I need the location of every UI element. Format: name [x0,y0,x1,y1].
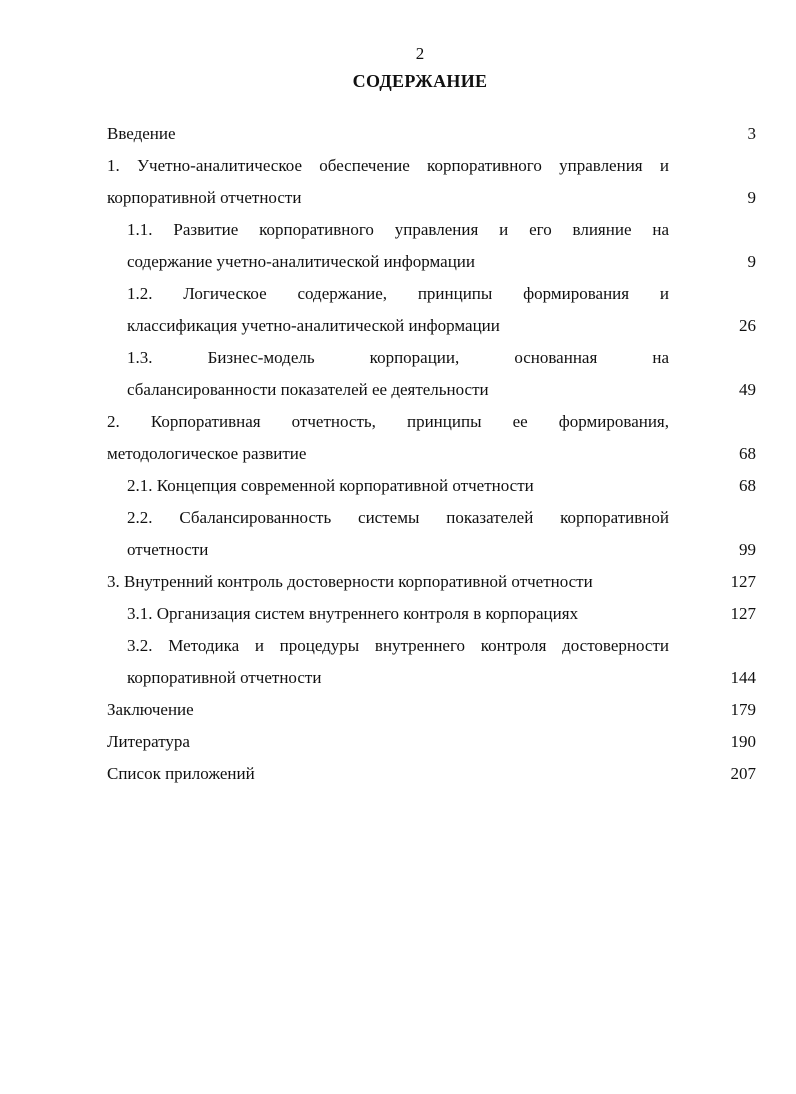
toc-entry-s2-2-line1: 2.2. Сбалансированность системы показателей корпоративной [127,508,669,527]
toc-page-literature: 190 [730,732,756,751]
toc-entry-s2-1: 2.1. Концепция современной корпоративной отчетности [127,476,534,495]
toc-entry-appendices: Список приложений [107,764,255,783]
toc-entry-s1-1-line1: 1.1. Развитие корпоративного управления и его влияние на [127,220,669,239]
toc-page-s3-1: 127 [730,604,756,623]
toc-entry-s2-2-line2: отчетности [127,540,209,559]
toc-entry-intro: Введение [107,124,176,143]
toc-entry-literature: Литература [107,732,190,751]
page-title: СОДЕРЖАНИЕ [352,71,488,91]
toc-page-s1-3: 49 [739,380,756,399]
toc-entry-s1-2-line1: 1.2. Логическое содержание, принципы формирования и [127,284,669,303]
toc-page-s3-2: 144 [730,668,756,687]
toc-page-s1-2: 26 [739,316,756,335]
toc-entry-ch2-line2: методологическое развитие [107,444,307,463]
toc-entry-s1-1-line2: содержание учетно-аналитической информации [127,252,476,271]
toc-entry-s1-2-line2: классификация учетно-аналитической информации [127,316,500,335]
toc-entry-conclusion: Заключение [107,700,194,719]
toc-entry-s1-3-line2: сбалансированности показателей ее деятельности [127,380,489,399]
toc-page-intro: 3 [747,124,756,143]
toc-page-conclusion: 179 [730,700,756,719]
toc-page-ch3: 127 [730,572,756,591]
toc-page-s2-2: 99 [739,540,756,559]
toc-page-ch2: 68 [739,444,756,463]
toc-page-s1-1: 9 [747,252,756,271]
toc-entry-s3-1: 3.1. Организация систем внутреннего контроля в корпорациях [127,604,579,623]
toc-entry-s3-2-line2: корпоративной отчетности [127,668,322,687]
toc-entry-ch1-line1: 1. Учетно-аналитическое обеспечение корпоративного управления и [107,156,669,175]
toc-page-s2-1: 68 [739,476,756,495]
toc-entry-s3-2-line1: 3.2. Методика и процедуры внутреннего контроля достоверности [127,636,669,655]
toc-entry-ch3: 3. Внутренний контроль достоверности корпоративной отчетности [107,572,593,591]
toc-entry-ch1-line2: корпоративной отчетности [107,188,302,207]
page-number: 2 [415,44,425,63]
toc-entry-s1-3-line1: 1.3. Бизнес-модель корпорации, основанная на [127,348,669,367]
toc-page-ch1: 9 [747,188,756,207]
toc-page-appendices: 207 [730,764,756,783]
toc-entry-ch2-line1: 2. Корпоративная отчетность, принципы ее формирования, [107,412,669,431]
